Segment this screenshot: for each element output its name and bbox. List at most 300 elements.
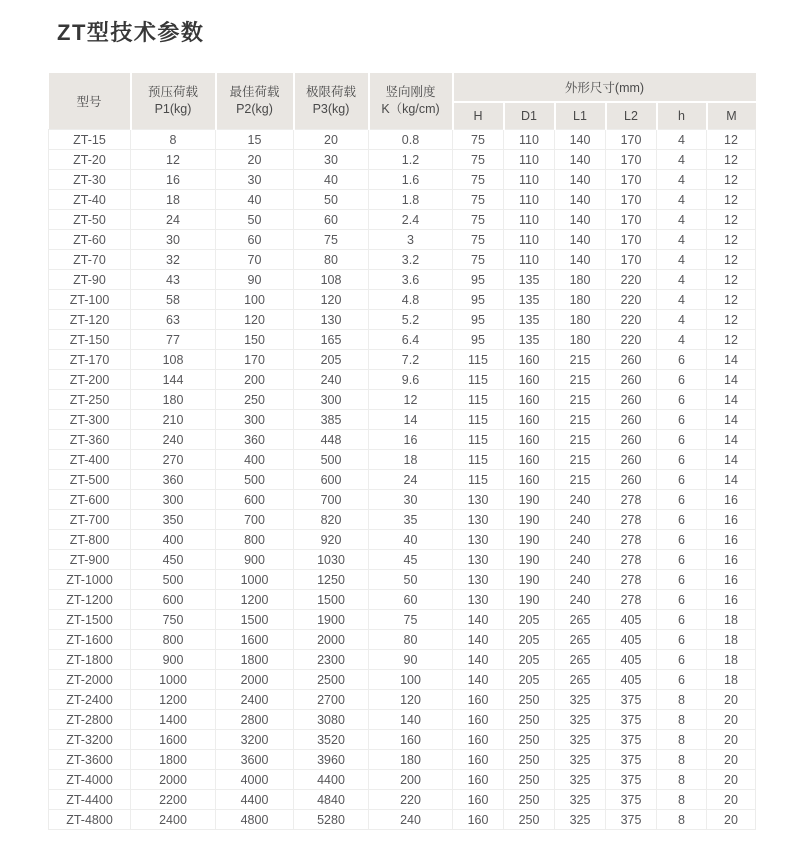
value-cell: 6 (657, 470, 707, 490)
value-cell: 4 (657, 130, 707, 150)
value-cell: 600 (294, 470, 369, 490)
value-cell: 210 (131, 410, 216, 430)
value-cell: 278 (606, 550, 657, 570)
table-row (49, 230, 756, 250)
value-cell: 14 (707, 430, 756, 450)
table-row (49, 390, 756, 410)
value-cell: 108 (294, 270, 369, 290)
value-cell: 215 (555, 450, 606, 470)
table-row (49, 670, 756, 690)
value-cell: 14 (707, 470, 756, 490)
value-cell: 120 (369, 690, 453, 710)
value-cell: 20 (294, 130, 369, 150)
value-cell: 45 (369, 550, 453, 570)
value-cell: 2000 (216, 670, 294, 690)
value-cell: 15 (216, 130, 294, 150)
value-cell: 170 (606, 170, 657, 190)
value-cell: 135 (504, 310, 555, 330)
table-row (49, 330, 756, 350)
value-cell: 278 (606, 570, 657, 590)
value-cell: 8 (657, 770, 707, 790)
value-cell: 180 (555, 270, 606, 290)
value-cell: 170 (606, 210, 657, 230)
value-cell: 110 (504, 230, 555, 250)
model-cell: ZT-30 (49, 170, 131, 190)
value-cell: 360 (216, 430, 294, 450)
value-cell: 8 (657, 730, 707, 750)
value-cell: 115 (453, 350, 504, 370)
value-cell: 240 (294, 370, 369, 390)
value-cell: 900 (216, 550, 294, 570)
value-cell: 12 (707, 310, 756, 330)
table-row (49, 510, 756, 530)
value-cell: 6 (657, 650, 707, 670)
value-cell: 140 (453, 650, 504, 670)
col-header-optimal-p2-line1: 最佳荷载 (229, 85, 280, 99)
value-cell: 325 (555, 770, 606, 790)
value-cell: 3.6 (369, 270, 453, 290)
value-cell: 250 (504, 810, 555, 830)
header-row-main (49, 73, 756, 102)
model-cell: ZT-300 (49, 410, 131, 430)
value-cell: 750 (131, 610, 216, 630)
value-cell: 2700 (294, 690, 369, 710)
value-cell: 140 (555, 150, 606, 170)
value-cell: 130 (453, 570, 504, 590)
value-cell: 300 (216, 410, 294, 430)
value-cell: 140 (453, 670, 504, 690)
value-cell: 4 (657, 210, 707, 230)
value-cell: 385 (294, 410, 369, 430)
value-cell: 1800 (216, 650, 294, 670)
value-cell: 190 (504, 530, 555, 550)
value-cell: 160 (504, 350, 555, 370)
value-cell: 375 (606, 710, 657, 730)
value-cell: 240 (555, 550, 606, 570)
model-cell: ZT-360 (49, 430, 131, 450)
value-cell: 250 (504, 730, 555, 750)
value-cell: 110 (504, 150, 555, 170)
value-cell: 12 (707, 170, 756, 190)
value-cell: 170 (606, 130, 657, 150)
value-cell: 75 (453, 130, 504, 150)
value-cell: 75 (453, 230, 504, 250)
value-cell: 180 (555, 310, 606, 330)
model-cell: ZT-20 (49, 150, 131, 170)
value-cell: 265 (555, 610, 606, 630)
value-cell: 700 (294, 490, 369, 510)
value-cell: 135 (504, 270, 555, 290)
value-cell: 215 (555, 370, 606, 390)
value-cell: 500 (216, 470, 294, 490)
value-cell: 6 (657, 570, 707, 590)
value-cell: 43 (131, 270, 216, 290)
value-cell: 6 (657, 390, 707, 410)
value-cell: 160 (504, 410, 555, 430)
value-cell: 2.4 (369, 210, 453, 230)
table-row (49, 370, 756, 390)
value-cell: 250 (504, 770, 555, 790)
value-cell: 1.8 (369, 190, 453, 210)
value-cell: 1000 (216, 570, 294, 590)
value-cell: 170 (606, 230, 657, 250)
value-cell: 240 (555, 510, 606, 530)
table-header (49, 73, 756, 130)
value-cell: 95 (453, 270, 504, 290)
value-cell: 24 (369, 470, 453, 490)
value-cell: 6 (657, 490, 707, 510)
value-cell: 8 (657, 790, 707, 810)
value-cell: 200 (369, 770, 453, 790)
value-cell: 300 (131, 490, 216, 510)
col-header-L2: L2 (606, 102, 657, 130)
model-cell: ZT-4400 (49, 790, 131, 810)
value-cell: 190 (504, 510, 555, 530)
model-cell: ZT-3600 (49, 750, 131, 770)
value-cell: 180 (555, 290, 606, 310)
value-cell: 14 (707, 370, 756, 390)
value-cell: 20 (707, 770, 756, 790)
value-cell: 60 (294, 210, 369, 230)
value-cell: 160 (453, 730, 504, 750)
value-cell: 108 (131, 350, 216, 370)
value-cell: 18 (707, 670, 756, 690)
value-cell: 18 (707, 630, 756, 650)
model-cell: ZT-400 (49, 450, 131, 470)
value-cell: 500 (131, 570, 216, 590)
value-cell: 4 (657, 270, 707, 290)
value-cell: 12 (707, 230, 756, 250)
model-cell: ZT-70 (49, 250, 131, 270)
value-cell: 325 (555, 810, 606, 830)
value-cell: 250 (216, 390, 294, 410)
value-cell: 75 (453, 210, 504, 230)
value-cell: 3.2 (369, 250, 453, 270)
table-row (49, 270, 756, 290)
value-cell: 12 (707, 190, 756, 210)
value-cell: 95 (453, 310, 504, 330)
value-cell: 130 (453, 490, 504, 510)
value-cell: 110 (504, 190, 555, 210)
value-cell: 375 (606, 750, 657, 770)
value-cell: 130 (453, 510, 504, 530)
table-row (49, 790, 756, 810)
value-cell: 325 (555, 790, 606, 810)
value-cell: 170 (606, 150, 657, 170)
value-cell: 240 (131, 430, 216, 450)
model-cell: ZT-1500 (49, 610, 131, 630)
value-cell: 1500 (294, 590, 369, 610)
value-cell: 215 (555, 350, 606, 370)
col-header-stiffness-k-line1: 竖向刚度 (385, 85, 436, 99)
value-cell: 260 (606, 390, 657, 410)
value-cell: 160 (504, 430, 555, 450)
value-cell: 115 (453, 390, 504, 410)
model-cell: ZT-2400 (49, 690, 131, 710)
value-cell: 40 (216, 190, 294, 210)
value-cell: 240 (555, 530, 606, 550)
table-body (49, 130, 756, 830)
value-cell: 325 (555, 710, 606, 730)
value-cell: 140 (453, 610, 504, 630)
value-cell: 220 (606, 310, 657, 330)
value-cell: 180 (555, 330, 606, 350)
value-cell: 240 (555, 590, 606, 610)
value-cell: 350 (131, 510, 216, 530)
col-header-preload-p1-line1: 预压荷载 (147, 85, 198, 99)
value-cell: 160 (453, 790, 504, 810)
value-cell: 115 (453, 410, 504, 430)
value-cell: 12 (707, 130, 756, 150)
value-cell: 400 (131, 530, 216, 550)
value-cell: 920 (294, 530, 369, 550)
value-cell: 1600 (131, 730, 216, 750)
table-row (49, 170, 756, 190)
value-cell: 170 (606, 250, 657, 270)
value-cell: 14 (707, 390, 756, 410)
value-cell: 240 (369, 810, 453, 830)
value-cell: 16 (707, 550, 756, 570)
value-cell: 2000 (131, 770, 216, 790)
value-cell: 500 (294, 450, 369, 470)
value-cell: 20 (707, 790, 756, 810)
value-cell: 8 (657, 690, 707, 710)
model-cell: ZT-3200 (49, 730, 131, 750)
value-cell: 265 (555, 630, 606, 650)
value-cell: 325 (555, 730, 606, 750)
value-cell: 95 (453, 330, 504, 350)
value-cell: 160 (369, 730, 453, 750)
value-cell: 215 (555, 390, 606, 410)
value-cell: 16 (707, 590, 756, 610)
value-cell: 20 (707, 810, 756, 830)
value-cell: 190 (504, 570, 555, 590)
col-header-optimal-p2-line2: P2(kg) (236, 102, 273, 116)
value-cell: 325 (555, 750, 606, 770)
value-cell: 260 (606, 450, 657, 470)
value-cell: 170 (216, 350, 294, 370)
value-cell: 14 (707, 410, 756, 430)
value-cell: 4 (657, 290, 707, 310)
model-cell: ZT-2800 (49, 710, 131, 730)
value-cell: 14 (707, 450, 756, 470)
table-row (49, 650, 756, 670)
value-cell: 3520 (294, 730, 369, 750)
value-cell: 135 (504, 290, 555, 310)
value-cell: 6.4 (369, 330, 453, 350)
col-header-stiffness-k-line2: K（kg/cm) (381, 102, 440, 116)
value-cell: 14 (707, 350, 756, 370)
value-cell: 900 (131, 650, 216, 670)
value-cell: 12 (707, 250, 756, 270)
value-cell: 375 (606, 810, 657, 830)
value-cell: 50 (369, 570, 453, 590)
value-cell: 16 (131, 170, 216, 190)
value-cell: 95 (453, 290, 504, 310)
value-cell: 4400 (216, 790, 294, 810)
value-cell: 1030 (294, 550, 369, 570)
zt-parameters-table (48, 73, 756, 830)
model-cell: ZT-60 (49, 230, 131, 250)
value-cell: 75 (453, 170, 504, 190)
value-cell: 260 (606, 470, 657, 490)
value-cell: 278 (606, 510, 657, 530)
value-cell: 820 (294, 510, 369, 530)
model-cell: ZT-120 (49, 310, 131, 330)
value-cell: 12 (707, 210, 756, 230)
value-cell: 12 (707, 330, 756, 350)
value-cell: 130 (453, 550, 504, 570)
value-cell: 75 (453, 250, 504, 270)
value-cell: 6 (657, 670, 707, 690)
value-cell: 1.2 (369, 150, 453, 170)
value-cell: 14 (369, 410, 453, 430)
value-cell: 205 (504, 610, 555, 630)
value-cell: 75 (369, 610, 453, 630)
value-cell: 1800 (131, 750, 216, 770)
value-cell: 6 (657, 590, 707, 610)
value-cell: 2000 (294, 630, 369, 650)
value-cell: 140 (555, 230, 606, 250)
value-cell: 3080 (294, 710, 369, 730)
value-cell: 18 (369, 450, 453, 470)
value-cell: 190 (504, 590, 555, 610)
value-cell: 40 (369, 530, 453, 550)
model-cell: ZT-1800 (49, 650, 131, 670)
value-cell: 6 (657, 530, 707, 550)
value-cell: 100 (369, 670, 453, 690)
value-cell: 130 (453, 530, 504, 550)
value-cell: 120 (294, 290, 369, 310)
value-cell: 250 (504, 690, 555, 710)
col-header-D1: D1 (504, 102, 555, 130)
value-cell: 215 (555, 410, 606, 430)
value-cell: 1000 (131, 670, 216, 690)
model-cell: ZT-1600 (49, 630, 131, 650)
value-cell: 300 (294, 390, 369, 410)
value-cell: 1200 (131, 690, 216, 710)
model-cell: ZT-170 (49, 350, 131, 370)
value-cell: 240 (555, 490, 606, 510)
value-cell: 32 (131, 250, 216, 270)
table-row (49, 310, 756, 330)
value-cell: 16 (707, 490, 756, 510)
value-cell: 180 (131, 390, 216, 410)
table-row (49, 570, 756, 590)
value-cell: 80 (294, 250, 369, 270)
value-cell: 90 (369, 650, 453, 670)
table-row (49, 190, 756, 210)
value-cell: 3600 (216, 750, 294, 770)
value-cell: 77 (131, 330, 216, 350)
value-cell: 8 (657, 810, 707, 830)
table-row (49, 750, 756, 770)
value-cell: 6 (657, 630, 707, 650)
col-header-h: h (657, 102, 707, 130)
value-cell: 260 (606, 430, 657, 450)
value-cell: 160 (504, 390, 555, 410)
value-cell: 200 (216, 370, 294, 390)
value-cell: 115 (453, 370, 504, 390)
value-cell: 6 (657, 550, 707, 570)
value-cell: 60 (369, 590, 453, 610)
value-cell: 18 (707, 650, 756, 670)
value-cell: 4 (657, 330, 707, 350)
value-cell: 5.2 (369, 310, 453, 330)
col-header-H: H (453, 102, 504, 130)
col-header-M: M (707, 102, 756, 130)
value-cell: 16 (707, 530, 756, 550)
value-cell: 1500 (216, 610, 294, 630)
model-cell: ZT-800 (49, 530, 131, 550)
value-cell: 4840 (294, 790, 369, 810)
value-cell: 405 (606, 610, 657, 630)
value-cell: 50 (294, 190, 369, 210)
value-cell: 278 (606, 530, 657, 550)
value-cell: 30 (369, 490, 453, 510)
table-row (49, 690, 756, 710)
value-cell: 6 (657, 370, 707, 390)
value-cell: 278 (606, 590, 657, 610)
value-cell: 70 (216, 250, 294, 270)
value-cell: 12 (707, 270, 756, 290)
table-row (49, 770, 756, 790)
value-cell: 160 (504, 450, 555, 470)
table-row (49, 590, 756, 610)
value-cell: 140 (555, 170, 606, 190)
value-cell: 120 (216, 310, 294, 330)
value-cell: 265 (555, 650, 606, 670)
value-cell: 170 (606, 190, 657, 210)
value-cell: 4 (657, 230, 707, 250)
value-cell: 12 (131, 150, 216, 170)
table-row (49, 430, 756, 450)
value-cell: 60 (216, 230, 294, 250)
table-row (49, 610, 756, 630)
model-cell: ZT-200 (49, 370, 131, 390)
table-row (49, 210, 756, 230)
value-cell: 160 (504, 370, 555, 390)
value-cell: 100 (216, 290, 294, 310)
value-cell: 75 (294, 230, 369, 250)
value-cell: 12 (707, 150, 756, 170)
value-cell: 215 (555, 430, 606, 450)
value-cell: 20 (707, 730, 756, 750)
table-row (49, 630, 756, 650)
value-cell: 110 (504, 130, 555, 150)
page-title: ZT型技术参数 (57, 20, 205, 45)
model-cell: ZT-600 (49, 490, 131, 510)
value-cell: 12 (369, 390, 453, 410)
value-cell: 150 (216, 330, 294, 350)
value-cell: 16 (369, 430, 453, 450)
model-cell: ZT-1000 (49, 570, 131, 590)
value-cell: 800 (131, 630, 216, 650)
value-cell: 140 (555, 250, 606, 270)
value-cell: 40 (294, 170, 369, 190)
table-row (49, 150, 756, 170)
value-cell: 405 (606, 670, 657, 690)
value-cell: 260 (606, 350, 657, 370)
value-cell: 30 (131, 230, 216, 250)
value-cell: 18 (707, 610, 756, 630)
value-cell: 4.8 (369, 290, 453, 310)
model-cell: ZT-4800 (49, 810, 131, 830)
value-cell: 215 (555, 470, 606, 490)
value-cell: 50 (216, 210, 294, 230)
value-cell: 240 (555, 570, 606, 590)
value-cell: 5280 (294, 810, 369, 830)
